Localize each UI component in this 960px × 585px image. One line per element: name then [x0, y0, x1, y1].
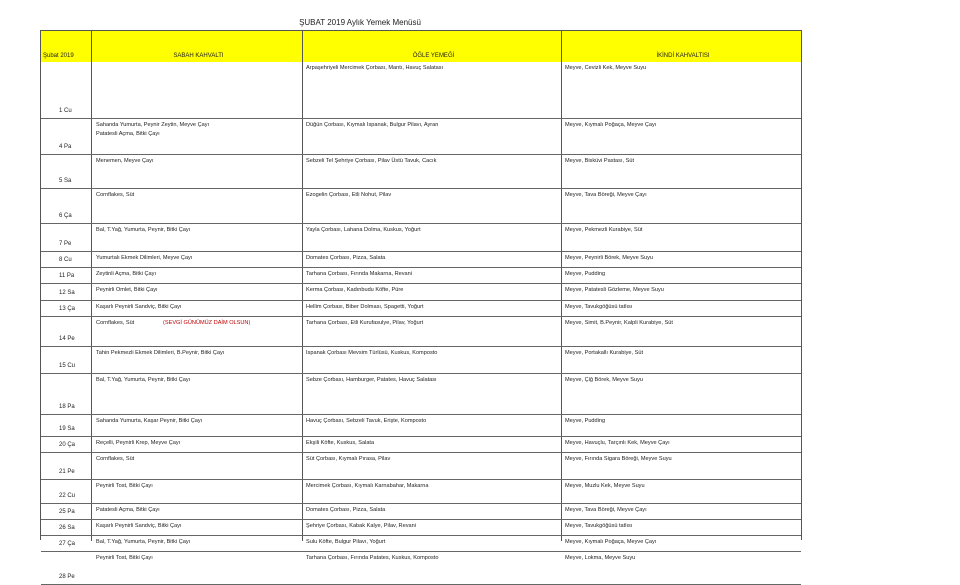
table-row: [41, 301, 801, 317]
snack-cell: Meyve, Cevizli Kek, Meyve Suyu: [565, 65, 647, 71]
row-date: 27 Ça: [59, 541, 76, 547]
snack-cell: Meyve, Patatesli Gözleme, Meyve Suyu: [565, 287, 664, 293]
row-date: 6 Ça: [59, 213, 72, 219]
breakfast-cell: Kaşarlı Peynirli Sandviç, Bitki Çayı: [96, 523, 182, 529]
lunch-cell: Tarhana Çorbası, Fırında Makarna, Revani: [306, 271, 413, 277]
lunch-cell: Sebze Çorbası, Hamburger, Patates, Havuç Salatası: [306, 377, 437, 383]
breakfast-cell: Cornflakes, Süt: [96, 192, 135, 198]
page-title: ŞUBAT 2019 Aylık Yemek Menüsü: [299, 18, 421, 27]
lunch-cell: Kerma Çorbası, Kadınbudu Köfte, Püre: [306, 287, 404, 293]
snack-cell: Meyve, Pudding: [565, 271, 606, 277]
lunch-cell: Ispanak Çorbası Mevsim Türlüsü, Kuskus, Komposto: [306, 350, 438, 356]
row-date: 15 Cu: [59, 363, 76, 369]
row-date: 8 Cu: [59, 257, 72, 263]
lunch-cell: Sebzeli Tel Şehriye Çorbası, Pilav Üstü Tavuk, Cacık: [306, 158, 437, 164]
table-row: [41, 317, 801, 347]
table-row: [41, 453, 801, 480]
snack-cell: Meyve, Fırında Sigara Böreği, Meyve Suyu: [565, 456, 672, 462]
row-date: 1 Cu: [59, 108, 72, 114]
row-date: 4 Pa: [59, 144, 72, 150]
table-row: [41, 252, 801, 268]
table-row: [41, 62, 801, 119]
header-snack: İKİNDİ KAHVALTISI: [656, 53, 710, 59]
table-row: [41, 374, 801, 415]
breakfast-cell: Sahanda Yumurta, Peynir Zeytin, Meyve Çayı Patatesli Açma, Bitki Çayı: [96, 122, 210, 137]
lunch-cell: Düğün Çorbası, Kıymalı Ispanak, Bulgur Pilavı, Ayran: [306, 122, 439, 128]
row-date: 19 Sa: [59, 426, 75, 432]
table-row: [41, 224, 801, 252]
header-lunch: ÖĞLE YEMEĞİ: [412, 53, 455, 59]
snack-cell: Meyve, Tavukgöğüsü tatlısı: [565, 523, 633, 529]
snack-cell: Meyve, Tavukgöğüsü tatlısı: [565, 304, 633, 310]
table-row: [41, 437, 801, 453]
header-breakfast: SABAH KAHVALTI: [173, 53, 224, 59]
row-date: 5 Sa: [59, 178, 72, 184]
table-row: [41, 155, 801, 189]
snack-cell: Meyve, Muzlu Kek, Meyve Suyu: [565, 483, 645, 489]
snack-cell: Meyve, Lokma, Meyve Suyu: [565, 555, 636, 561]
breakfast-cell: Peynirli Tost, Bitki Çayı: [96, 555, 153, 561]
row-date: 20 Ça: [59, 442, 76, 448]
row-date: 14 Pe: [59, 336, 75, 342]
table-row: [41, 119, 801, 155]
breakfast-cell: Bal, T.Yağ, Yumurta, Peynir, Bitki Çayı: [96, 227, 191, 233]
lunch-cell: Ezogelin Çorbası, Etli Nohut, Pilav: [306, 192, 392, 198]
lunch-cell: Yayla Çorbası, Lahana Dolma, Kuskus, Yoğurt: [306, 227, 421, 233]
breakfast-cell: Kaşarlı Peynirli Sandviç, Bitki Çayı: [96, 304, 182, 310]
row-date: 18 Pa: [59, 404, 75, 410]
breakfast-cell: Bal, T.Yağ, Yumurta, Peynir, Bitki Çayı: [96, 377, 191, 383]
snack-cell: Meyve, Havuçlu, Tarçınlı Kek, Meyve Çayı: [565, 440, 670, 446]
snack-cell: Meyve, Tava Böreği, Meyve Çayı: [565, 507, 647, 513]
breakfast-cell: Yumurtalı Ekmek Dilimleri, Meyve Çayı: [96, 255, 193, 261]
row-date: 11 Pa: [59, 273, 75, 279]
lunch-cell: Havuç Çorbası, Sebzeli Tavuk, Erişte, Komposto: [306, 418, 427, 424]
table-row: [41, 284, 801, 301]
table-header: [41, 31, 801, 62]
breakfast-cell: Peynirli Omlet, Bitki Çayı: [96, 287, 158, 293]
snack-cell: Meyve, Simit, B.Peynir, Kalpli Kurabiye, Süt: [565, 320, 673, 326]
row-date: 12 Sa: [59, 290, 75, 296]
row-date: 13 Ça: [59, 306, 76, 312]
table-row: [41, 480, 801, 504]
lunch-cell: Sulu Köfte, Bulgur Pilavı, Yoğurt: [306, 539, 386, 545]
row-date: 7 Pe: [59, 241, 72, 247]
row-date: 26 Sa: [59, 525, 75, 531]
table-row: [41, 268, 801, 284]
lunch-cell: Domates Çorbası, Pizza, Salata: [306, 507, 386, 513]
lunch-cell: Mercimek Çorbası, Kıymalı Karnabahar, Makarna: [306, 483, 429, 489]
lunch-cell: Şehriye Çorbası, Kabak Kalye, Pilav, Revani: [306, 523, 416, 529]
breakfast-cell: Tahin Pekmezli Ekmek Dilimleri, B.Peynir, Bitki Çayı: [96, 350, 225, 356]
breakfast-cell: Cornflakes, Süt: [96, 456, 135, 462]
lunch-cell: Hellim Çorbası, Biber Dolması, Spagetti, Yoğurt: [306, 304, 424, 310]
snack-cell: Meyve, Pekmezli Kurabiye, Süt: [565, 227, 643, 233]
row-date: 21 Pe: [59, 469, 75, 475]
lunch-cell: Süt Çorbası, Kıymalı Pırasa, Pilav: [306, 456, 391, 462]
table-row: [41, 504, 801, 520]
menu-table: [40, 30, 802, 580]
table-row: [41, 189, 801, 224]
snack-cell: Meyve, Pudding: [565, 418, 606, 424]
snack-cell: Meyve, Peynirli Börek, Meyve Suyu: [565, 255, 653, 261]
breakfast-cell: Menemen, Meyve Çayı: [96, 158, 154, 164]
snack-cell: Meyve, Çiğ Börek, Meyve Suyu: [565, 377, 644, 383]
header-date: Şubat 2019: [43, 53, 74, 59]
table-row: [41, 552, 801, 585]
snack-cell: Meyve, Kıymalı Poğaça, Meyve Çayı: [565, 122, 657, 128]
table-row: [41, 520, 801, 536]
table-row: [41, 347, 801, 374]
snack-cell: Meyve, Portakallı Kurabiye, Süt: [565, 350, 644, 356]
lunch-cell: Tarhana Çorbası, Etli Kurufasulye, Pilav, Yoğurt: [306, 320, 424, 326]
breakfast-cell: Sahanda Yumurta, Kaşar Peynir, Bitki Çayı: [96, 418, 203, 424]
row-note: (SEVGİ GÜNÜMÜZ DAİM OLSUN): [163, 320, 251, 326]
row-date: 25 Pa: [59, 509, 75, 515]
table-row: [41, 415, 801, 437]
breakfast-cell: Patatesli Açma, Bitki Çayı: [96, 507, 160, 513]
row-date: 22 Cu: [59, 493, 76, 499]
row-date: 28 Pe: [59, 574, 75, 580]
snack-cell: Meyve, Tava Böreği, Meyve Çayı: [565, 192, 647, 198]
breakfast-cell: Bal, T.Yağ, Yumurta, Peynir, Bitki Çayı: [96, 539, 191, 545]
breakfast-cell: Cornflakes, Süt: [96, 320, 135, 326]
lunch-cell: Tarhana Çorbası, Fırında Patates, Kuskus, Komposto: [306, 555, 439, 561]
snack-cell: Meyve, Bisküvi Pastası, Süt: [565, 158, 635, 164]
lunch-cell: Ekşili Köfte, Kuskus, Salata: [306, 440, 375, 446]
lunch-cell: Arpaşehriyeli Mercimek Çorbası, Mantı, Havuç Salatası: [306, 65, 444, 71]
breakfast-cell: Peynirli Tost, Bitki Çayı: [96, 483, 153, 489]
snack-cell: Meyve, Kıymalı Poğaça, Meyve Çayı: [565, 539, 657, 545]
breakfast-cell: Reçelli, Peynirli Krep, Meyve Çayı: [96, 440, 181, 446]
lunch-cell: Domates Çorbası, Pizza, Salata: [306, 255, 386, 261]
breakfast-cell: Zeytinli Açma, Bitki Çayı: [96, 271, 156, 277]
table-row: [41, 536, 801, 552]
